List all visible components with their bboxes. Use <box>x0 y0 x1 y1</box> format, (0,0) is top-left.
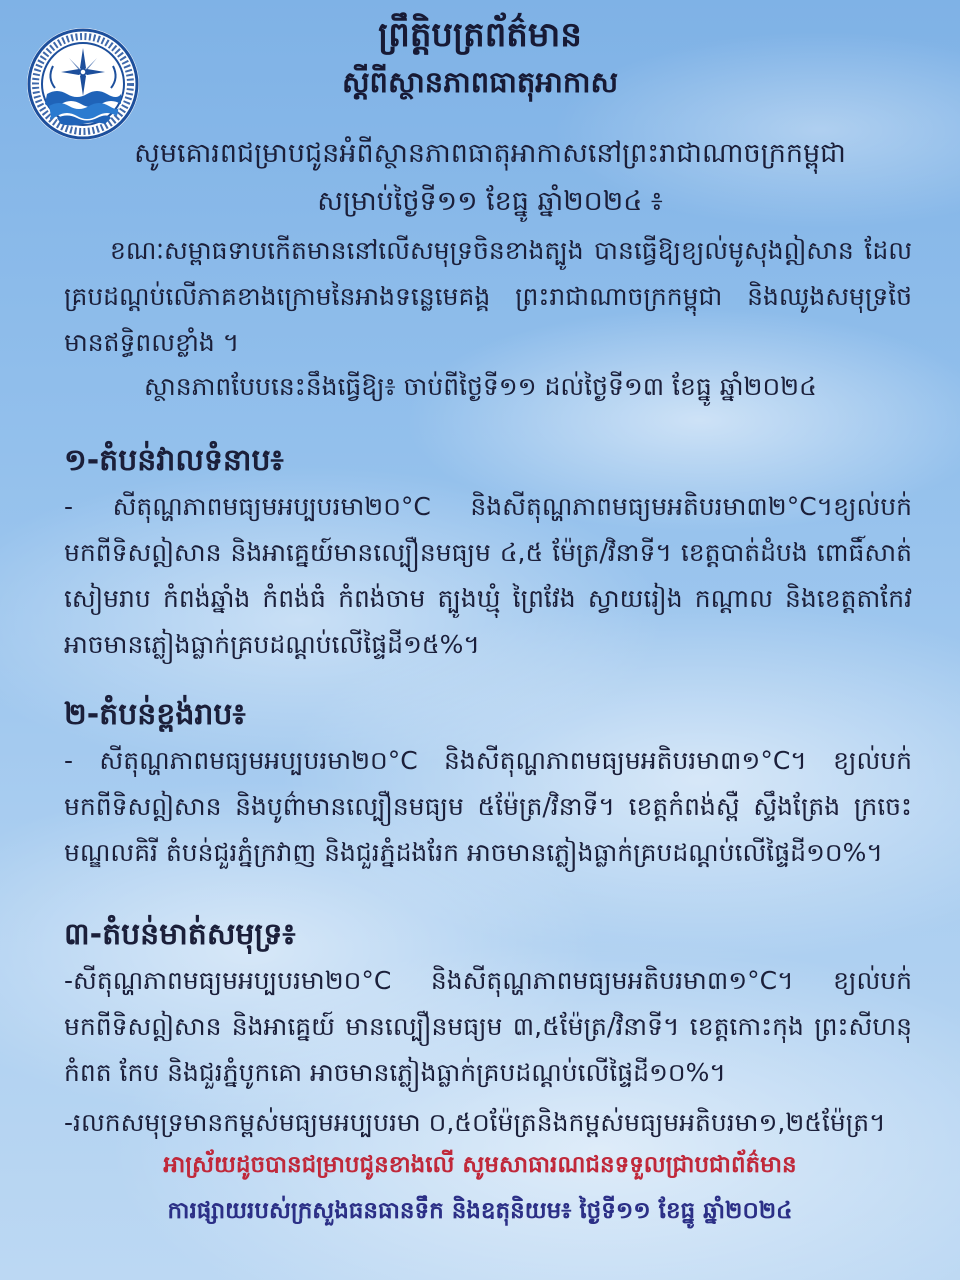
summary-paragraph: ខណៈសម្ពាធទាបកើតមាននៅលើសមុទ្រចិនខាងត្បូង បានធ្វើឱ្យខ្យល់មូសុងឦសាន ដែលគ្របដណ្តប់លើភាគខាងក្រោមនៃអាងទន្លេមេគង្គ ព្រះរាជាណាចក្រកម្ពុជា និងឈូងសមុទ្រថៃ មានឥទ្ធិពលខ្លាំង ។ <box>64 236 912 357</box>
ministry-emblem-icon <box>25 26 141 142</box>
forecast-period: ស្ថានភាពបែបនេះនឹងធ្វើឱ្យ៖ ចាប់ពីថ្ងៃទី១១ ដល់ថ្ងៃទី១៣ ខែធ្នូ ឆ្នាំ២០២៤ <box>144 372 817 401</box>
section-text-coastal: -សីតុណ្ហភាពមធ្យមអប្បបរមា២០°C និងសីតុណ្ហភាពមធ្យមអតិបរមា៣១°C។ ខ្យល់បក់មកពីទិសឦសាន និងអាគ្នេយ៍ មានល្បឿនមធ្យម ៣,៥ម៉ែត្រ/វិនាទី។ ខេត្តកោះកុង ព្រះសីហនុ កំពត កែប និងជួរភ្នំបូកគោ អាចមានភ្លៀងធ្លាក់គ្របដណ្តប់លើផ្ទៃដី១០%។ <box>64 966 912 1087</box>
intro-line-1: សូមគោរពជម្រាបជូនអំពីស្ថានភាពធាតុអាកាសនៅព្រះរាជាណាចក្រកម្ពុជា <box>134 138 846 169</box>
header <box>170 10 790 104</box>
bulletin-subtitle: ស្តីពីស្ថានភាពធាតុអាកាស <box>341 65 619 99</box>
section-text-lowland: - សីតុណ្ហភាពមធ្យមអប្បបរមា២០°C និងសីតុណ្ហភាពមធ្យមអតិបរមា៣២°C។ខ្យល់បក់មកពីទិសឦសាន និងអាគ្នេយ៍មានល្បឿនមធ្យម ៤,៥ ម៉ែត្រ/វិនាទី។ ខេត្តបាត់ដំបង ពោធិ៍សាត់ សៀមរាប កំពង់ឆ្នាំង កំពង់ធំ កំពង់ចាម ត្បូងឃ្មុំ ព្រៃវែង ស្វាយរៀង កណ្តាល និងខេត្តតាកែវ អាចមានភ្លៀងធ្លាក់គ្របដណ្តប់លើផ្ទៃដី១៥%។ <box>64 492 912 659</box>
intro <box>60 130 920 226</box>
section-heading-plateau: ២-តំបន់ខ្ពង់រាប៖ <box>64 697 246 732</box>
section-text-coastal-waves: -រលកសមុទ្រមានកម្ពស់មធ្យមអប្បបរមា ០,៥០ម៉ែត្រនិងកម្ពស់មធ្យមអតិបរមា១,២៥ម៉ែត្រ។ <box>64 1108 886 1137</box>
footer-issuer: ការផ្សាយរបស់ក្រសួងធនធានទឹក និងឧតុនិយម៖ ថ្ងៃទី១១ ខែធ្នូ ឆ្នាំ២០២៤ <box>167 1198 793 1224</box>
section-text-plateau: - សីតុណ្ហភាពមធ្យមអប្បបរមា២០°C និងសីតុណ្ហភាពមធ្យមអតិបរមា៣១°C។ ខ្យល់បក់មកពីទិសឦសាន និងបូព៌ាមានល្បឿនមធ្យម ៥ម៉ែត្រ/វិនាទី។ ខេត្តកំពង់ស្ពឺ ស្ទឹងត្រែង ក្រចេះ មណ្ឌលគិរី តំបន់ជួរភ្នំក្រវាញ និងជួរភ្នំដងរែក អាចមានភ្លៀងធ្លាក់គ្របដណ្តប់លើផ្ទៃដី១០%។ <box>64 746 912 867</box>
bulletin-title: ព្រឹត្តិបត្រព័ត៌មាន <box>378 15 582 55</box>
section-heading-lowland: ១-តំបន់វាលទំនាប៖ <box>64 443 284 478</box>
intro-line-2: សម្រាប់ថ្ងៃទី១១ ខែធ្នូ ឆ្នាំ២០២៤ ៖ <box>317 186 663 217</box>
footer-notice: អាស្រ័យដូចបានជម្រាបជូនខាងលើ សូមសាធារណជនទទួលជ្រាបជាព័ត៌មាន <box>163 1152 797 1178</box>
section-heading-coastal: ៣-តំបន់មាត់សមុទ្រ៖ <box>64 917 296 952</box>
